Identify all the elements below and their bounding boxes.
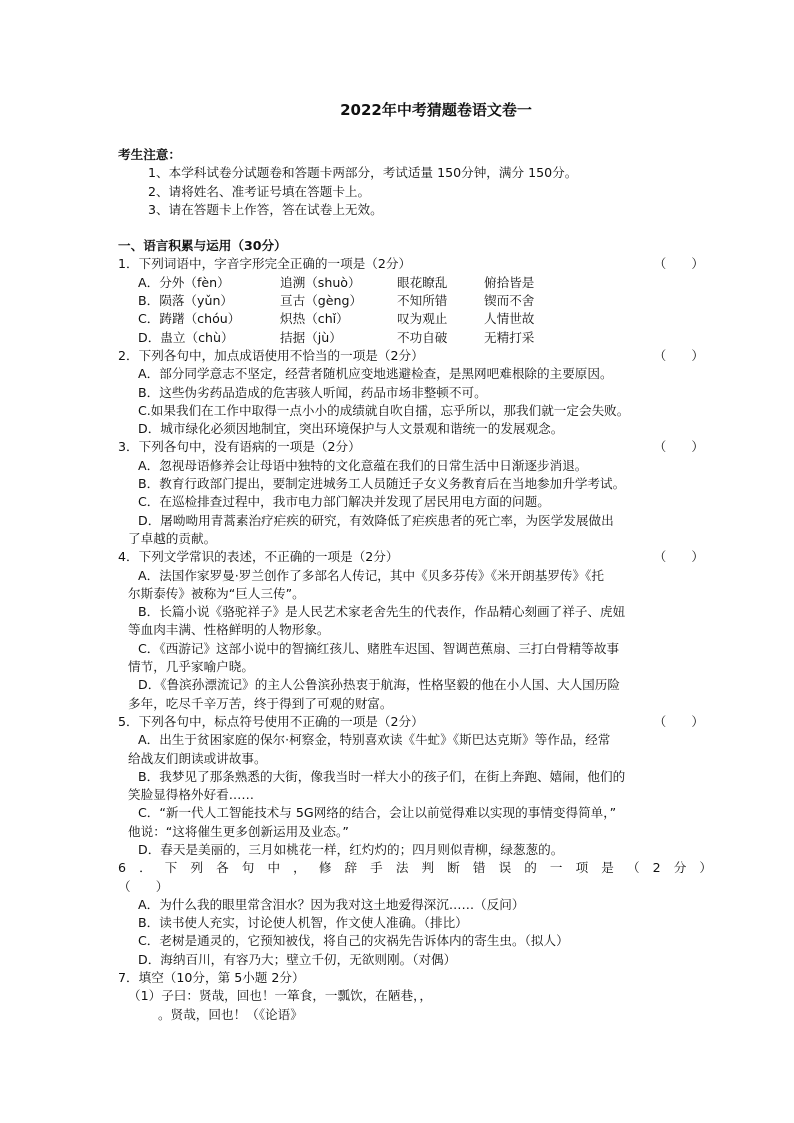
option-term: 亘古（gèng） [280, 293, 363, 309]
option-term: 炽热（chǐ） [280, 311, 349, 327]
option-line: 等血肉丰满、性格鲜明的人物形象。 [128, 622, 330, 638]
question-4-option-d [118, 676, 714, 713]
question-1-stem [118, 255, 714, 273]
option-line: A．出生于贫困家庭的保尔·柯察金，特别喜欢读《牛虻》《斯巴达克斯》等作品，经常 [138, 732, 611, 748]
question-5-option-a [118, 731, 714, 768]
question-6-option-c: C．老树是通灵的，它预知被伐，将自己的灾祸先告诉体内的寄生虫。（拟人） [138, 933, 569, 949]
notice-item: 3、请在答题卡上作答，答在试卷上无效。 [148, 201, 383, 217]
question-text: 5．下列各句中，标点符号使用不正确的一项是（2分） [118, 713, 424, 729]
question-6-option-a: A．为什么我的眼里常含泪水？因为我对这土地爱得深沉……（反问） [138, 896, 525, 912]
option-term: 眼花瞭乱 [397, 274, 448, 290]
option-term: 俯拾皆是 [484, 274, 535, 290]
option-line: 笑脸显得格外好看…… [128, 787, 254, 803]
question-7-item-1: （1）子曰：贤哉，回也！一箪食，一瓢饮，在陋巷，， [128, 988, 432, 1004]
question-7-stem: 7．填空（10分，第 5小题 2分） [118, 970, 305, 986]
option-line: 多年，吃尽千辛万苦，终于得到了可观的财富。 [128, 695, 393, 711]
question-2-option-d: D．城市绿化必须因地制宜，突出环境保护与人文景观和谐统一的发展观念。 [138, 421, 564, 437]
option-term: 不功自破 [397, 329, 448, 345]
question-text: 4．下列文学常识的表述，不正确的一项是（2分） [118, 549, 399, 565]
question-3-option-a: A．忽视母语修养会让母语中独特的文化意蕴在我们的日常生活中日渐逐步消退。 [138, 457, 588, 473]
question-3-option-c: C．在巡检排查过程中，我市电力部门解决并发现了居民用电方面的问题。 [138, 494, 550, 510]
option-term: 不知所错 [397, 293, 448, 309]
option-line: 尔斯泰传》被称为“巨人三传”。 [128, 585, 305, 601]
question-2-stem [118, 347, 714, 365]
question-4-option-c [118, 640, 714, 677]
question-3-option-d [118, 512, 714, 549]
question-text: 3．下列各句中，没有语病的一项是（2分） [118, 439, 361, 455]
option-term: 追溯（shuò） [280, 274, 361, 290]
answer-bracket: （ ） [653, 347, 704, 363]
option-line: B．我梦见了那条熟悉的大街，像我当时一样大小的孩子们，在街上奔跑、嬉闹，他们的 [138, 768, 626, 784]
option-term: 锲而不舍 [484, 293, 535, 309]
option-line: 他说：“这将催生更多创新运用及业态。” [128, 823, 349, 839]
answer-bracket: （ ） [653, 439, 704, 455]
question-6-option-d: D．海纳百川，有容乃大；壁立千仞，无欲则刚。（对偶） [138, 951, 457, 967]
question-5-option-d: D．春天是美丽的，三月如桃花一样，红灼灼的；四月则似青柳，绿葱葱的。 [138, 841, 564, 857]
option-term: 叹为观止 [397, 311, 448, 327]
question-1-option-d [118, 329, 714, 347]
question-4-stem [118, 548, 714, 566]
answer-bracket: （ ） [653, 549, 704, 565]
question-7-item-1-continued: 。贤哉，回也！（《论语》 [158, 1006, 303, 1022]
question-1-option-c [118, 310, 714, 328]
question-5-option-c [118, 804, 714, 841]
notice-item: 2、请将姓名、准考证号填在答题卡上。 [148, 183, 371, 199]
question-6-option-b: B．读书使人充实，讨论使人机智，作文使人准确。（排比） [138, 915, 468, 931]
question-5-option-b [118, 768, 714, 805]
option-line: 了卓越的贡献。 [128, 530, 217, 546]
option-term: 人情世故 [484, 311, 535, 327]
question-5-stem [118, 713, 714, 731]
option-term: A．分外（fèn） [138, 274, 230, 290]
option-line: 情节，几乎家喻户晓。 [128, 659, 254, 675]
option-line: D．《鲁滨孙漂流记》的主人公鲁滨孙热衷于航海，性格坚毅的他在小人国、大人国历险 [138, 677, 620, 693]
option-line: C．“新一代人工智能技术与 5G网络的结合，会让以前觉得难以实现的事情变得简单，” [138, 805, 617, 821]
option-line: D．屠呦呦用青蒿素治疗疟疾的研究，有效降低了疟疾患者的死亡率，为医学发展做出 [138, 512, 614, 528]
option-term: C．踌躇（chóu） [138, 311, 241, 327]
question-6-stem: 6．下列各句中，修辞手法判断错误的一项是（2分） [118, 860, 714, 876]
question-3-option-b: B．教育行政部门提出，要制定进城务工人员随迁子女义务教育后在当地参加升学考试。 [138, 476, 626, 492]
option-term: B．陨落（yǔn） [138, 293, 234, 309]
question-2-option-b: B．这些伪劣药品造成的危害骇人听闻，药品市场非整顿不可。 [138, 384, 487, 400]
option-line: A．法国作家罗曼·罗兰创作了多部名人传记，其中《贝多芬传》《米开朗基罗传》《托 [138, 567, 604, 583]
answer-bracket: （ ） [653, 713, 704, 729]
option-term: D．蛊立（chù） [138, 329, 234, 345]
question-1-option-a [118, 274, 714, 292]
notice-item: 1、本学科试卷分试题卷和答题卡两部分，考试适量 150分钟，满分 150分。 [148, 165, 578, 181]
question-text: 2．下列各句中，加点成语使用不恰当的一项是（2分） [118, 347, 424, 363]
answer-bracket: （ ） [653, 256, 704, 272]
question-2-option-a: A．部分同学意志不坚定，经营者随机应变地逃避检查，是黑网吧难根除的主要原因。 [138, 366, 613, 382]
page-title: 2022年中考猜题卷语文卷一 [340, 101, 532, 119]
question-text: 1．下列词语中，字音字形完全正确的一项是（2分） [118, 256, 412, 272]
question-1-option-b [118, 292, 714, 310]
option-line: 给战友们朗读或讲故事。 [128, 750, 267, 766]
question-3-stem [118, 438, 714, 456]
option-line: C．《西游记》这部小说中的智摘红孩儿、赌胜车迟国、智调芭蕉扇、三打白骨精等故事 [138, 640, 620, 656]
notice-heading: 考生注意： [118, 147, 181, 162]
option-line: B．长篇小说《骆驼祥子》是人民艺术家老舍先生的代表作，作品精心刻画了祥子、虎妞 [138, 604, 626, 620]
section-heading: 一、语言积累与运用（30分） [118, 238, 287, 254]
answer-bracket: （ ） [118, 878, 169, 894]
option-term: 无精打采 [484, 329, 535, 345]
option-term: 拮据（jù） [280, 329, 342, 345]
question-4-option-a [118, 567, 714, 604]
question-2-option-c: C.如果我们在工作中取得一点小小的成绩就自吹自擂，忘乎所以，那我们就一定会失败。 [138, 402, 630, 418]
question-4-option-b [118, 603, 714, 640]
